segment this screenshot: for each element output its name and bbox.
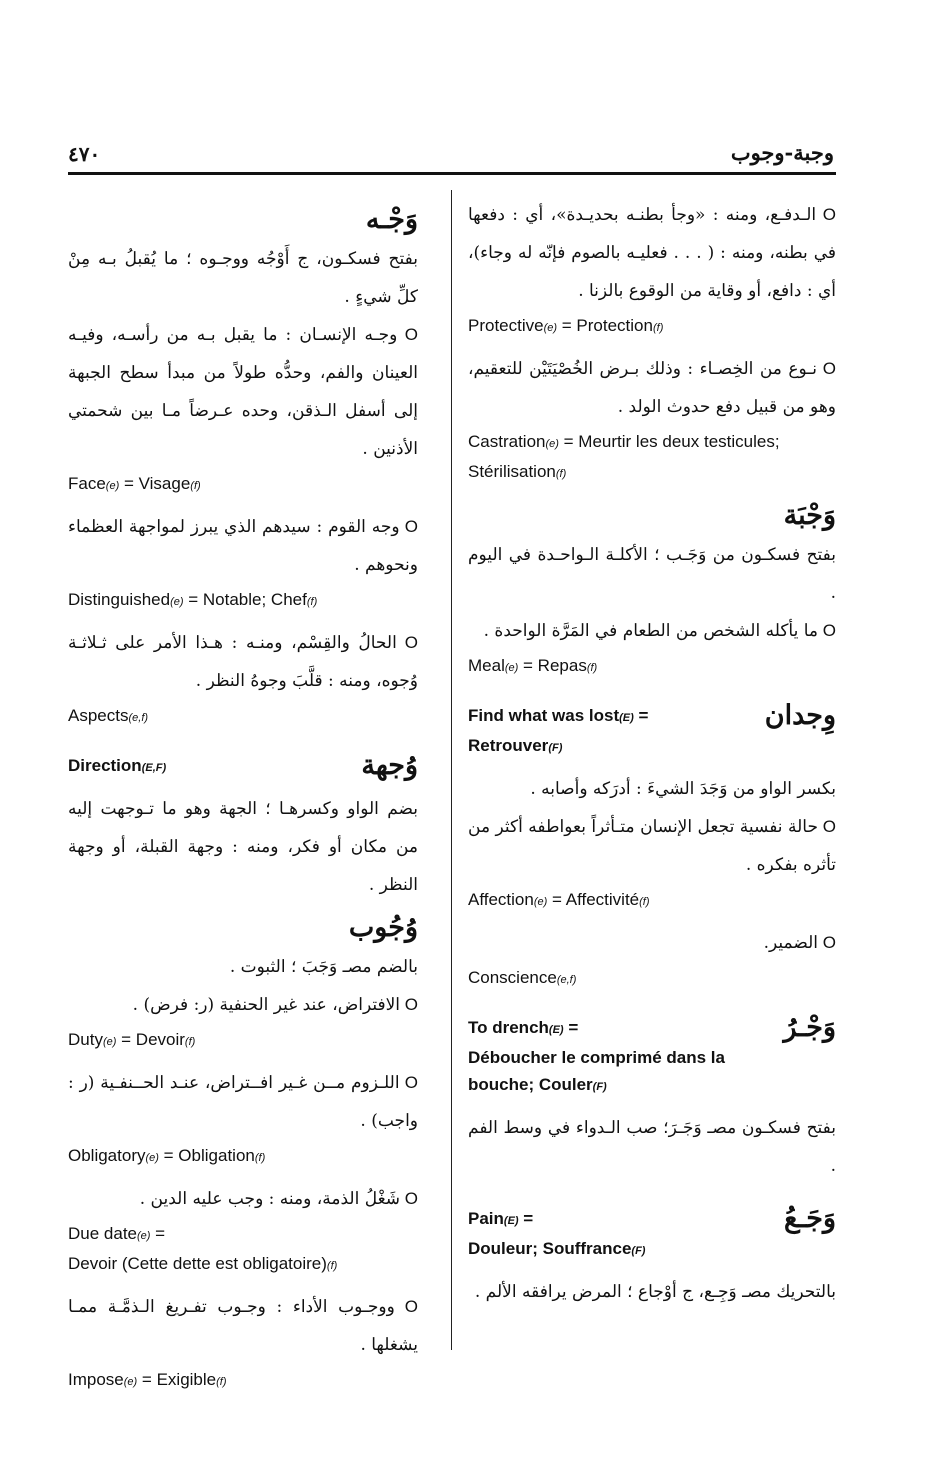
language-tag: (e)	[504, 662, 519, 674]
definition: بفتح فسكـون، ج أَوْجُه ووجـوه ؛ ما يُقبلُ بـه مِنْ كلِّ شيءٍ .	[68, 249, 418, 307]
translation-text: = Meurtir les deux testicules; Stérilisation	[468, 432, 780, 481]
translation-text: Direction	[68, 756, 142, 775]
language-tag: (f)	[652, 322, 664, 334]
sense: O ووجـوب الأداء : وجـوب تفـريغ الـذمَّـة ممـا يشغلها .	[68, 1288, 418, 1364]
entry-heading-row	[68, 746, 418, 790]
translation-text: Duty	[68, 1030, 103, 1049]
language-tag: (e)	[123, 1376, 138, 1388]
translation-line	[68, 1250, 418, 1280]
translation-text: Douleur; Souffrance	[468, 1239, 632, 1258]
sense: O وجـه الإنسـان : ما يقبل بـه من رأسـه، وفيـه العينان والفم، وحدُّه طولاً من مبدأ سطح الجبهة إلى أسفل الـذقن، وحده عـرضاً مـا بين شحمتي الأذنين .	[68, 316, 418, 468]
translation-text: Affection	[468, 890, 534, 909]
translation-text: Devoir (Cette dette est obligatoire)	[68, 1254, 327, 1273]
translation	[68, 752, 166, 782]
definition: بضم الواو وكسرهـا ؛ الجهة وهو ما تـوجهت إليه من مكان أو فكر، ومنه : وجهة القبلة، أو وجهة النظر .	[68, 799, 418, 895]
sense: O حالة نفسية تجعل الإنسان متـأثراً بعواطفه أكثر من تأثره بفكره .	[468, 808, 836, 884]
translation-text: Castration	[468, 432, 546, 451]
translation-text: = Affectivité	[547, 890, 640, 909]
headword: وُجُوب	[348, 912, 418, 943]
sense: O الـدفـع، ومنه : «وجأ بطنـه بحديـدة»، أي : دفعها في بطنه، ومنه : ( . . . فعليـه بالصوم فإنّه له وجاء)، أي : دافع، أو وقاية من الوقوع بالزنا .	[468, 196, 836, 310]
translation-line	[468, 1044, 768, 1101]
translation	[68, 1026, 418, 1056]
sense: O وجه القوم : سيدهم الذي يبرز لمواجهة العظماء ونحوهم .	[68, 508, 418, 584]
sense: O الافتراض، عند غير الحنفية (ر: فرض) .	[68, 986, 418, 1024]
language-tag: (f)	[586, 662, 598, 674]
language-tag: (e,f)	[556, 974, 577, 986]
column-divider	[451, 190, 452, 1350]
language-tag: (E)	[548, 1024, 564, 1036]
translation-text: Find what was lost	[468, 706, 620, 725]
translation	[468, 702, 648, 762]
headword: وَجْـه	[365, 204, 418, 235]
definition: بفتح فسكـون من وَجَـب ؛ الأكلـة الـواحـدة في اليوم .	[468, 545, 836, 603]
language-tag: (e)	[170, 596, 184, 608]
headword: وِجدان	[764, 700, 836, 731]
translation-text: =	[518, 1209, 534, 1228]
translation-line	[468, 1205, 645, 1235]
definition: بالتحريك مصـ وَجِـع، ج أوْجاع ؛ المرض يرافقه الألم .	[474, 1282, 836, 1302]
translation	[68, 1142, 418, 1172]
language-tag: (F)	[548, 742, 563, 754]
language-tag: (e)	[543, 322, 558, 334]
language-tag: (f)	[555, 468, 567, 480]
sense: O ما يأكله الشخص من الطعام في المَرَّة الواحدة .	[468, 612, 836, 650]
headword: وَجْـرُ	[783, 1012, 836, 1043]
language-tag: (e)	[137, 1230, 151, 1242]
translation-text: Impose	[68, 1370, 124, 1389]
translation-text: Conscience	[468, 968, 557, 987]
translation-text: = Repas	[518, 656, 587, 675]
language-tag: (f)	[326, 1260, 338, 1272]
translation-line	[468, 732, 648, 762]
translation-text: = Protection	[557, 316, 653, 335]
translation	[468, 652, 836, 682]
translation	[468, 886, 836, 916]
language-tag: (e)	[102, 1036, 117, 1048]
language-tag: (F)	[592, 1081, 607, 1093]
translation	[68, 1366, 418, 1396]
page-number: ٤٧٠	[68, 142, 101, 166]
sense: O شَغْلُ الذمة، ومنه : وجب عليه الدين .	[68, 1180, 418, 1218]
language-tag: (E)	[619, 712, 634, 724]
language-tag: (e)	[145, 1152, 159, 1164]
headword: وَجَـعُ	[783, 1203, 836, 1234]
translation-text: =	[563, 1018, 579, 1037]
language-tag: (f)	[639, 896, 650, 908]
entry-heading-row	[468, 1008, 836, 1109]
language-tag: (e)	[533, 896, 548, 908]
language-tag: (e)	[545, 438, 559, 450]
language-tag: (f)	[184, 1036, 196, 1048]
translation-line	[468, 1235, 645, 1265]
entry-heading-row	[468, 1199, 836, 1273]
translation-text: = Notable; Chef	[183, 590, 307, 609]
translation-text: Retrouver	[468, 736, 549, 755]
language-tag: (f)	[216, 1376, 227, 1388]
translation	[68, 586, 418, 616]
translation-line	[468, 1014, 768, 1044]
right-column	[468, 196, 836, 1311]
header-rule	[68, 172, 836, 175]
language-tag: (E,F)	[141, 762, 167, 774]
translation-text: = Obligation	[158, 1146, 255, 1165]
headword: وُجهة	[361, 750, 418, 781]
translation-text: Aspects	[68, 706, 129, 725]
language-tag: (e)	[105, 480, 120, 492]
language-tag: (F)	[631, 1245, 646, 1257]
left-column	[68, 196, 418, 1404]
headword: وَجْبَة	[783, 500, 836, 531]
translation	[468, 428, 836, 488]
translation-line	[468, 702, 648, 732]
translation-text: Distinguished	[68, 590, 171, 609]
translation-text: = Visage	[119, 474, 191, 493]
translation-text: = Exigible	[137, 1370, 217, 1389]
sense: O اللـزوم مــن غـير افــتراض، عنـد الحــنفـية (ر : واجب) .	[68, 1064, 418, 1140]
entry-heading-row	[468, 696, 836, 770]
translation	[468, 312, 836, 342]
language-tag: (e,f)	[128, 712, 149, 724]
sense: O الضمير.	[468, 924, 836, 962]
page-header	[68, 140, 834, 176]
definition: بفتح فسكـون مصـ وَجَـرَ؛ صب الـدواء في وسط الفم .	[468, 1118, 836, 1176]
translation	[468, 1205, 645, 1265]
translation	[68, 470, 418, 500]
translation-text: Obligatory	[68, 1146, 146, 1165]
translation-text: =	[633, 706, 649, 725]
translation-text: Protective	[468, 316, 544, 335]
translation-text: To drench	[468, 1018, 549, 1037]
running-head: وجبة-وجوب	[730, 140, 834, 165]
translation-text: Pain	[468, 1209, 504, 1228]
translation-text: Meal	[468, 656, 505, 675]
translation	[68, 1220, 418, 1280]
language-tag: (f)	[254, 1152, 266, 1164]
translation	[68, 702, 418, 732]
language-tag: (E)	[503, 1215, 519, 1227]
translation-text: Face	[68, 474, 106, 493]
translation-line	[68, 1220, 418, 1250]
definition: بكسر الواو من وَجَدَ الشيءَ : أدرَكه وأصابه .	[530, 779, 836, 799]
translation-text: Déboucher le comprimé dans la bouche; Couler	[468, 1048, 725, 1094]
sense: O الحالُ والقِسْم، ومنـه : هـذا الأمر على ثـلاثـة وُجوه، ومنه : قلَّبَ وجوهُ النظر .	[68, 624, 418, 700]
language-tag: (f)	[306, 596, 318, 608]
translation	[468, 964, 836, 994]
definition: بالضم مصـ وَجَبَ ؛ الثبوت .	[229, 957, 418, 977]
translation	[468, 1014, 768, 1101]
sense: O نـوع من الخِصـاء : وذلك بـرض الخُصْيَتَيْن للتعقيم، وهو من قبيل دفع حدوث الولد .	[468, 350, 836, 426]
translation-text: = Devoir	[116, 1030, 185, 1049]
language-tag: (f)	[190, 480, 201, 492]
translation-text: Due date	[68, 1224, 137, 1243]
translation-text: =	[150, 1224, 166, 1243]
